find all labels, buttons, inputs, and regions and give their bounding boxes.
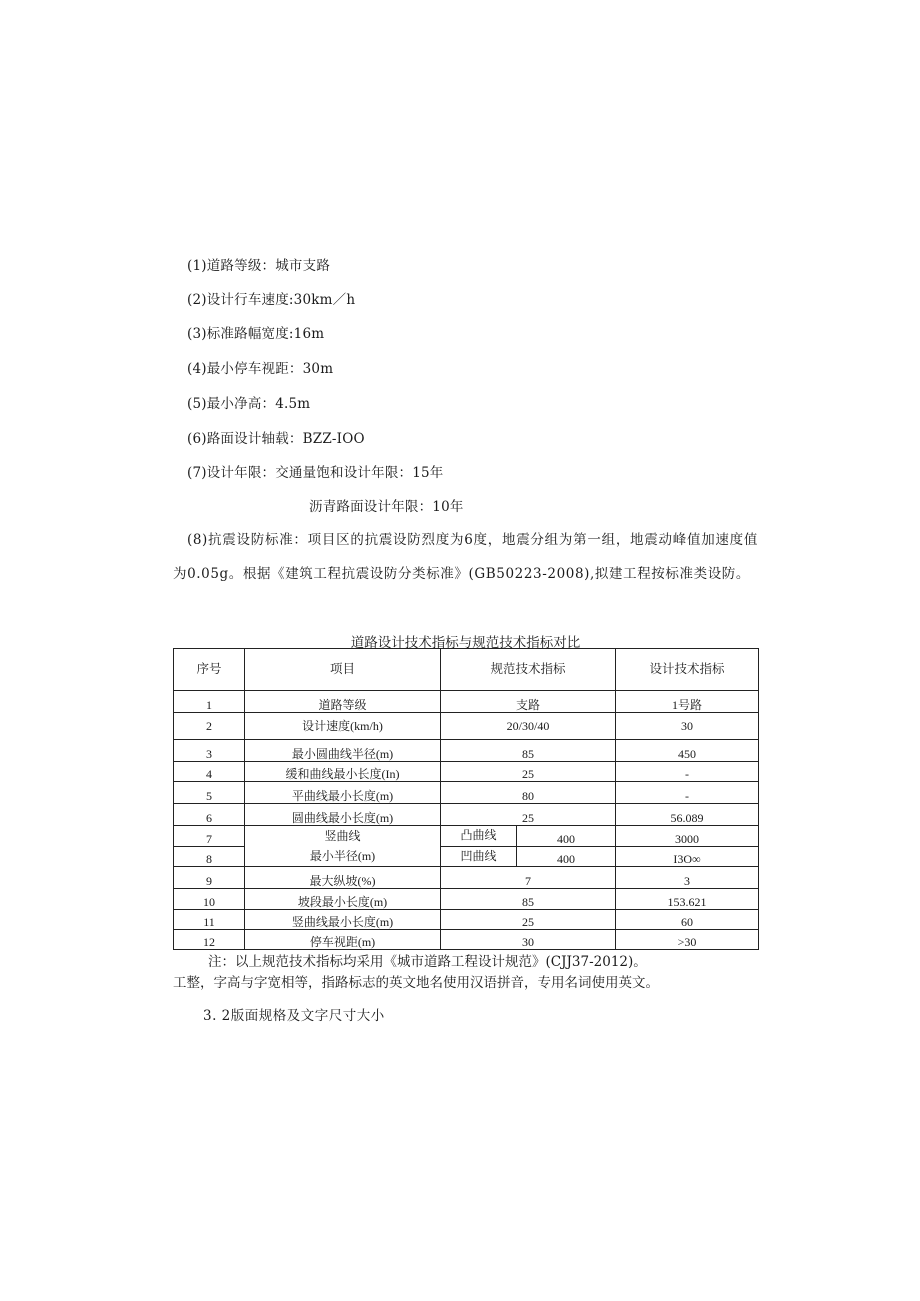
row-design: 450 [616,740,759,762]
row-design: >30 [616,930,759,950]
vertical-curve-item [245,826,441,867]
seismic-paragraph-text: (8)抗震设防标准：项目区的抗震设防烈度为6度，地震分组为第一组，地震动峰值加速度值为0.05g。根据《建筑工程抗震设防分类标准》(GB50223-2008),拟建工程按标准类设防。 [173,532,758,582]
row-item: 竖曲线最小长度(m) [245,910,441,930]
row-design: 60 [616,910,759,930]
header-no: 序号 [174,649,245,691]
item-design-speed: (2)设计行车速度:30km／h [187,292,356,308]
header-item: 项目 [245,649,441,691]
table-row [174,826,759,847]
row-design: 30 [616,713,759,740]
row-subitem: 凹曲线 [441,846,517,867]
seismic-paragraph [173,523,758,591]
row-design: 1号路 [616,691,759,713]
item-asphalt-design-life: 沥青路面设计年限：10年 [309,499,464,515]
header-design: 设计技术指标 [616,649,759,691]
row-design: 3 [616,867,759,889]
row-spec: 20/30/40 [441,713,616,740]
row-spec: 25 [441,762,616,782]
row-spec: 85 [441,889,616,910]
table-header-row [174,649,759,691]
row-design: 153.621 [616,889,759,910]
section-heading: 3. 2版面规格及文字尺寸大小 [203,1008,385,1024]
row-no: 9 [174,867,245,889]
row-spec: 400 [517,826,616,847]
row-spec: 85 [441,740,616,762]
row-design: - [616,762,759,782]
table-row [174,804,759,826]
row-no: 7 [174,826,245,847]
item-stopping-sight-distance: (4)最小停车视距：30m [187,361,334,377]
row-design: 3000 [616,826,759,847]
row-design: 56.089 [616,804,759,826]
row-no: 4 [174,762,245,782]
header-spec: 规范技术指标 [441,649,616,691]
table-row [174,910,759,930]
row-item: 坡段最小长度(m) [245,889,441,910]
row-no: 11 [174,910,245,930]
row-item: 设计速度(km/h) [245,713,441,740]
row-item: 停车视距(m) [245,930,441,950]
row-item: 最大纵坡(%) [245,867,441,889]
item-design-life: (7)设计年限：交通量饱和设计年限：15年 [187,465,444,481]
note-continuation: 工整，字高与字宽相等，指路标志的英文地名使用汉语拼音，专用名词使用英文。 [173,975,659,991]
row-no: 10 [174,889,245,910]
item-design-axle-load: (6)路面设计轴载：BZZ-IOO [187,431,365,447]
row-no: 5 [174,782,245,804]
row-no: 12 [174,930,245,950]
row-item: 最小圆曲线半径(m) [245,740,441,762]
row-no: 1 [174,691,245,713]
row-spec: 25 [441,804,616,826]
row-spec: 400 [517,846,616,867]
row-spec: 30 [441,930,616,950]
row-spec: 支路 [441,691,616,713]
row-item: 平曲线最小长度(m) [245,782,441,804]
row-no: 3 [174,740,245,762]
item-road-grade: (1)道路等级：城市支路 [187,258,331,274]
row-spec: 80 [441,782,616,804]
row-spec: 25 [441,910,616,930]
row-item: 缓和曲线最小长度(In) [245,762,441,782]
item-road-width: (3)标准路幅宽度:16m [187,326,325,342]
vertical-curve-label: 竖曲线 [324,829,361,843]
table-row [174,762,759,782]
row-no: 6 [174,804,245,826]
row-subitem: 凸曲线 [441,826,517,847]
table-row [174,740,759,762]
row-no: 8 [174,846,245,867]
row-no: 2 [174,713,245,740]
row-item: 圆曲线最小长度(m) [245,804,441,826]
table-note: 注：以上规范技术指标均采用《城市道路工程设计规范》(CJJ37-2012)。 [208,954,647,970]
table-row [174,691,759,713]
table-row [174,867,759,889]
row-design: - [616,782,759,804]
item-min-clearance: (5)最小净高：4.5m [187,396,311,412]
comparison-table [173,648,759,950]
table-row [174,889,759,910]
row-item: 道路等级 [245,691,441,713]
row-design: I3O∞ [616,846,759,867]
table-row [174,782,759,804]
vertical-curve-min-radius-label: 最小半径(m) [309,849,376,863]
table-caption: 道路设计技术指标与规范技术指标对比 [350,635,581,651]
table-row [174,930,759,950]
row-spec: 7 [441,867,616,889]
table-row [174,713,759,740]
